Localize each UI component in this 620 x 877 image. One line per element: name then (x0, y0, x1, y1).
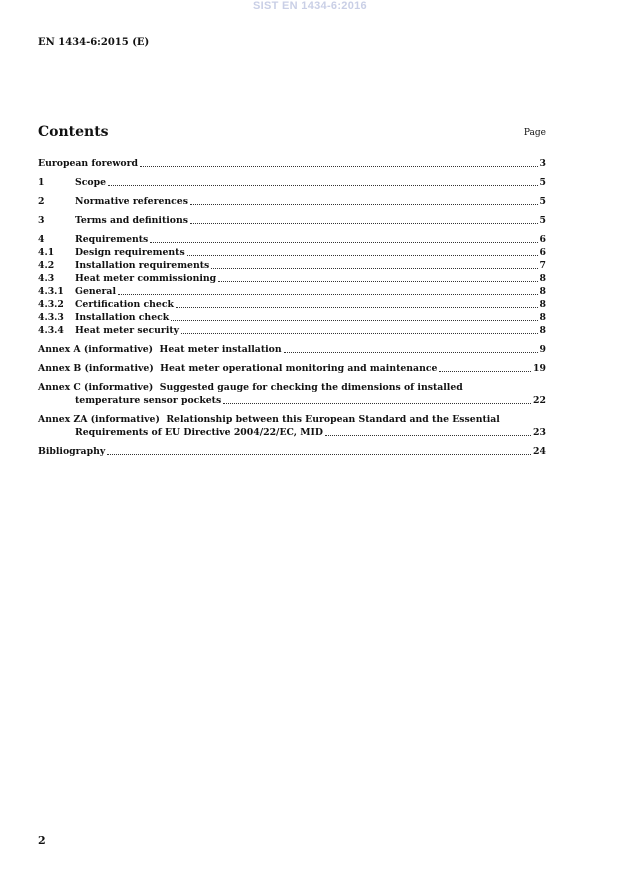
toc-page: 8 (539, 273, 546, 284)
toc-leader-dots (176, 306, 538, 308)
toc-leader-dots (223, 402, 531, 404)
toc-page: 6 (539, 234, 546, 245)
toc-entry-requirements[interactable] (38, 233, 546, 246)
page-number: 2 (38, 834, 46, 847)
document-id: EN 1434-6:2015 (E) (38, 37, 150, 48)
toc-page: 24 (533, 446, 546, 457)
toc-number: 2 (38, 196, 45, 207)
toc-leader-dots (140, 165, 538, 167)
toc-entry-scope[interactable] (38, 176, 546, 189)
toc-entry-annex-c[interactable] (38, 381, 546, 407)
toc-entry-installation-check[interactable] (38, 311, 546, 324)
toc-title: Heat meter security (75, 325, 180, 336)
toc-entry-bibliography[interactable] (38, 445, 546, 458)
toc-entry-annex-b[interactable] (38, 362, 546, 375)
toc-page: 8 (539, 325, 546, 336)
toc-entry-annex-a[interactable] (38, 343, 546, 356)
toc-leader-dots (150, 241, 537, 243)
toc-leader-dots (325, 434, 531, 436)
toc-page: 6 (539, 247, 546, 258)
toc-number: 4.3.1 (38, 286, 64, 297)
toc-leader-dots (211, 267, 537, 269)
toc-leader-dots (187, 254, 538, 256)
toc-number: 4.3 (38, 273, 55, 284)
toc-number: 1 (38, 177, 45, 188)
toc-leader-dots (118, 293, 538, 295)
toc-title: Annex A (informative) Heat meter installation (38, 344, 282, 355)
toc-number: 3 (38, 215, 45, 226)
toc-entry-heat-meter-security[interactable] (38, 324, 546, 337)
toc-entry-foreword[interactable] (38, 157, 546, 170)
toc-title: Requirements (75, 234, 149, 245)
toc-title-continued: Requirements of EU Directive 2004/22/EC, MID (75, 427, 323, 438)
watermark: SIST EN 1434-6:2016 (253, 0, 367, 12)
toc-page: 3 (539, 158, 546, 169)
toc-title: Annex B (informative) Heat meter operational monitoring and maintenance (38, 363, 438, 374)
toc-page: 9 (539, 344, 546, 355)
toc-entry-terms-and-definitions[interactable] (38, 214, 546, 227)
toc-title: Annex ZA (informative) Relationship between this European Standard and the Essential (38, 414, 500, 425)
toc-page: 19 (533, 363, 546, 374)
toc-page: 8 (539, 312, 546, 323)
toc-number: 4.3.4 (38, 325, 64, 336)
toc-leader-dots (181, 332, 537, 334)
toc-title: Installation requirements (75, 260, 210, 271)
toc-page: 5 (539, 215, 546, 226)
toc-title: Terms and definitions (75, 215, 188, 226)
table-of-contents (38, 157, 546, 458)
toc-title: Bibliography (38, 446, 106, 457)
toc-title: Certification check (75, 299, 174, 310)
toc-entry-annex-za[interactable] (38, 413, 546, 439)
toc-page: 8 (539, 286, 546, 297)
toc-page: 8 (539, 299, 546, 310)
toc-entry-heat-meter-commissioning[interactable] (38, 272, 546, 285)
toc-leader-dots (218, 280, 537, 282)
toc-number: 4.2 (38, 260, 55, 271)
toc-number: 4 (38, 234, 45, 245)
toc-title: Annex C (informative) Suggested gauge for checking the dimensions of installed (38, 382, 463, 393)
contents-heading: Contents (38, 124, 109, 140)
toc-entry-installation-requirements[interactable] (38, 259, 546, 272)
page-column-label: Page (523, 128, 546, 138)
toc-entry-normative-references[interactable] (38, 195, 546, 208)
toc-title: General (75, 286, 116, 297)
toc-leader-dots (439, 370, 531, 372)
toc-leader-dots (190, 222, 538, 224)
toc-number: 4.3.2 (38, 299, 64, 310)
toc-leader-dots (107, 453, 531, 455)
toc-page: 23 (533, 427, 546, 438)
toc-leader-dots (171, 319, 537, 321)
toc-page: 22 (533, 395, 546, 406)
toc-page: 5 (539, 196, 546, 207)
toc-leader-dots (190, 203, 538, 205)
toc-page: 7 (539, 260, 546, 271)
toc-title-continued: temperature sensor pockets (75, 395, 222, 406)
toc-number: 4.3.3 (38, 312, 64, 323)
toc-title: European foreword (38, 158, 138, 169)
toc-leader-dots (108, 184, 538, 186)
toc-page: 5 (539, 177, 546, 188)
toc-entry-design-requirements[interactable] (38, 246, 546, 259)
toc-title: Normative references (75, 196, 188, 207)
toc-number: 4.1 (38, 247, 55, 258)
toc-title: Installation check (75, 312, 170, 323)
toc-leader-dots (284, 351, 538, 353)
toc-entry-certification-check[interactable] (38, 298, 546, 311)
toc-title: Heat meter commissioning (75, 273, 217, 284)
toc-title: Scope (75, 177, 106, 188)
toc-title: Design requirements (75, 247, 185, 258)
toc-entry-general[interactable] (38, 285, 546, 298)
